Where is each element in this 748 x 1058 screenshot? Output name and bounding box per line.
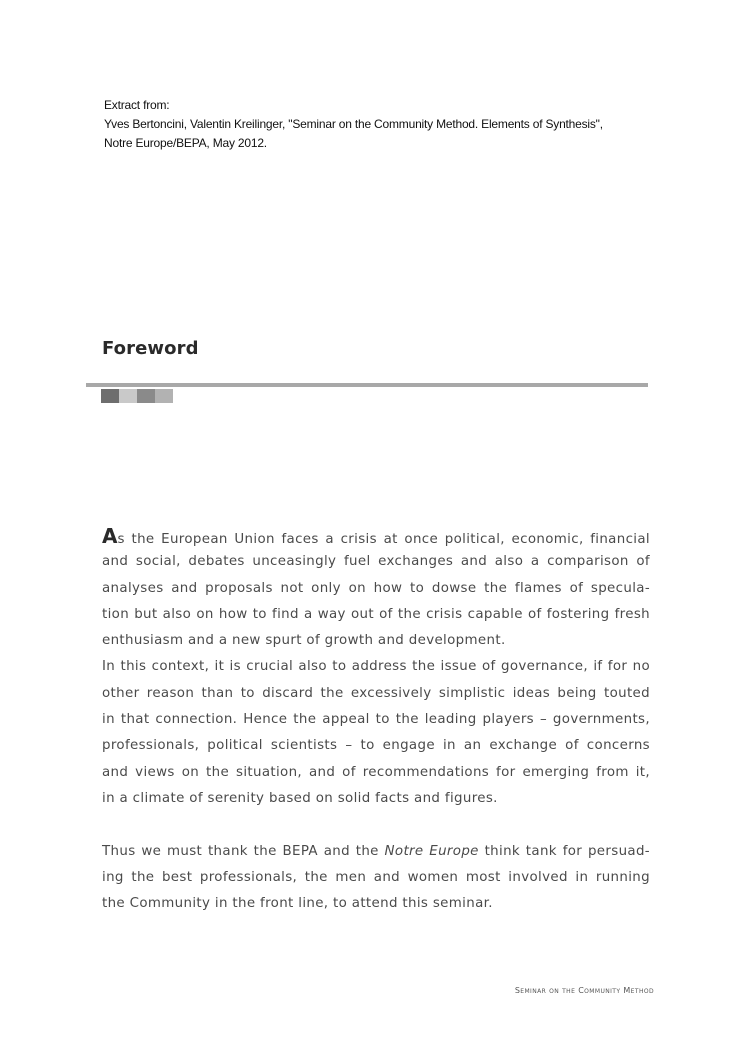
drop-cap: A [102, 524, 118, 548]
page-title: Foreword [102, 338, 199, 359]
decorative-square [101, 389, 119, 403]
paragraph-line: other reason than to discard the excessively simplistic ideas being touted [102, 685, 650, 701]
notre-europe-italic: Notre Europe [384, 843, 479, 859]
paragraph-line: in that connection. Hence the appeal to the leading players – governments, [102, 712, 650, 728]
paragraph-line: analyses and proposals not only on how to dowse the flames of specula- [102, 580, 650, 596]
paragraph-line: tion but also on how to find a way out of the crisis capable of fostering fresh [102, 606, 650, 622]
decorative-square [119, 389, 137, 403]
paragraph-line: and social, debates unceasingly fuel exchanges and also a comparison of [102, 554, 650, 570]
paragraph-line: and views on the situation, and of recommendations for emerging from it, [102, 764, 650, 780]
paragraph-line: professionals, political scientists – to engage in an exchange of concerns [102, 738, 650, 754]
extract-authors-title: Yves Bertoncini, Valentin Kreilinger, "Seminar on the Community Method. Elements of Synthesis", [104, 117, 603, 131]
paragraph-line: in a climate of serenity based on solid facts and figures. [102, 790, 498, 806]
running-footer: Seminar on the Community Method [514, 986, 654, 995]
paragraph-line: Thus we must thank the BEPA and the Notre Europe think tank for persuad- [102, 843, 650, 859]
title-rule [86, 383, 648, 387]
decorative-square [137, 389, 155, 403]
extract-label: Extract from: [104, 98, 170, 112]
decorative-square [155, 389, 173, 403]
extract-publisher-date: Notre Europe/BEPA, May 2012. [104, 136, 267, 150]
foreword-body [102, 523, 650, 917]
paragraph-line: enthusiasm and a new spurt of growth and development. [102, 633, 506, 649]
decorative-squares [101, 389, 173, 403]
paragraph-line: the Community in the front line, to attend this seminar. [102, 896, 493, 912]
paragraph-gap [102, 812, 650, 838]
paragraph-line: ing the best professionals, the men and women most involved in running [102, 869, 650, 885]
paragraph-line: In this context, it is crucial also to address the issue of governance, if for no [102, 659, 650, 675]
extract-citation [104, 96, 704, 153]
paragraph-line: As the European Union faces a crisis at once political, economic, financial [102, 524, 650, 548]
